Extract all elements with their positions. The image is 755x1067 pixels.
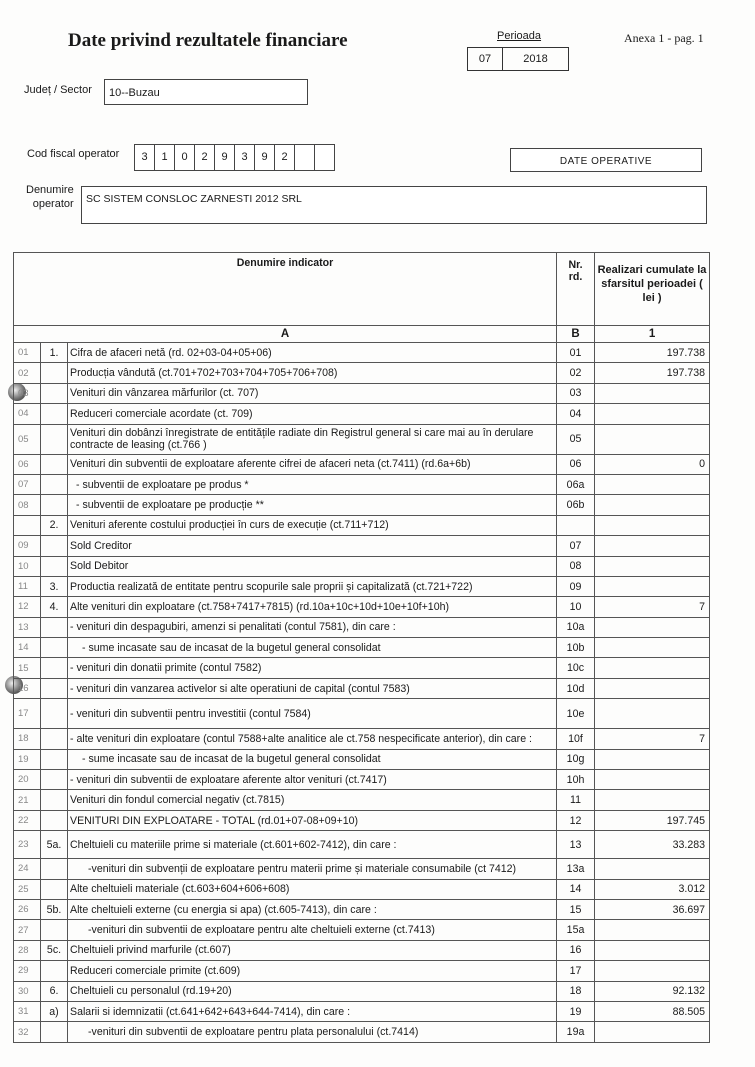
cumulative-value-cell[interactable] (595, 859, 710, 879)
row-index: 20 (14, 770, 41, 790)
table-row (14, 749, 710, 769)
table-row (14, 810, 710, 830)
table-row (14, 859, 710, 879)
row-index: 26 (14, 899, 41, 919)
row-chapter-number (41, 617, 68, 637)
indicator-name: - venituri din subventii de exploatare aferente altor venituri (ct.7417) (68, 770, 557, 790)
indicator-column-header: Denumire indicator (14, 253, 557, 326)
table-row (14, 790, 710, 810)
operator-name-label (26, 183, 74, 211)
tax-code-digit: 2 (275, 144, 295, 171)
row-number: 06a (557, 474, 595, 494)
cumulative-value-cell[interactable]: 197.738 (595, 363, 710, 383)
table-row (14, 343, 710, 363)
row-number: 05 (557, 424, 595, 454)
row-index: 16 (14, 678, 41, 698)
indicator-name: Venituri din fondul comercial negativ (ct.7815) (68, 790, 557, 810)
indicator-name: - subventii de exploatare pe produs * (68, 474, 557, 494)
row-number: 15a (557, 920, 595, 940)
cumulative-value-cell[interactable] (595, 1022, 710, 1042)
row-number: 11 (557, 790, 595, 810)
row-number-column-header: Nr. rd. (557, 253, 595, 326)
cumulative-value-cell[interactable] (595, 749, 710, 769)
row-number: 08 (557, 556, 595, 576)
table-row (14, 879, 710, 899)
row-index: 12 (14, 597, 41, 617)
period-year: 2018 (523, 53, 548, 65)
indicator-name: -venituri din subvenții de exploatare pentru materii prime și materiale consumabile (ct 7412) (68, 859, 557, 879)
table-row (14, 940, 710, 960)
tax-code-digit: 2 (195, 144, 215, 171)
column-letter-1: 1 (595, 326, 710, 343)
operator-name-label-line2: operator (32, 198, 74, 210)
row-number: 14 (557, 879, 595, 899)
table-row (14, 961, 710, 981)
table-row (14, 920, 710, 940)
cumulative-value-cell[interactable] (595, 617, 710, 637)
cumulative-value-cell[interactable]: 3.012 (595, 879, 710, 899)
row-index: 23 (14, 831, 41, 859)
row-chapter-number (41, 920, 68, 940)
operator-name-field: SC SISTEM CONSLOC ZARNESTI 2012 SRL (81, 186, 707, 224)
row-chapter-number (41, 678, 68, 698)
cumulative-value-cell[interactable] (595, 556, 710, 576)
period-label: Perioada (497, 30, 542, 42)
row-chapter-number (41, 810, 68, 830)
row-number: 15 (557, 899, 595, 919)
cumulative-value-cell[interactable] (595, 383, 710, 403)
row-number: 19 (557, 1001, 595, 1021)
row-index: 04 (14, 404, 41, 424)
table-row (14, 981, 710, 1001)
row-index: 02 (14, 363, 41, 383)
table-row (14, 770, 710, 790)
row-number: 06 (557, 454, 595, 474)
row-index: 21 (14, 790, 41, 810)
indicator-name: - venituri din donatii primite (contul 7582) (68, 658, 557, 678)
tax-code-digit (295, 144, 315, 171)
row-chapter-number (41, 454, 68, 474)
cumulative-value-cell[interactable] (595, 790, 710, 810)
table-row (14, 536, 710, 556)
column-letter-a: A (14, 326, 557, 343)
row-chapter-number: 5b. (41, 899, 68, 919)
table-row (14, 515, 710, 535)
indicator-name: Sold Debitor (68, 556, 557, 576)
row-number: 10f (557, 729, 595, 749)
row-number: 17 (557, 961, 595, 981)
table-row (14, 1022, 710, 1042)
row-chapter-number (41, 556, 68, 576)
indicator-name: Reduceri comerciale acordate (ct. 709) (68, 404, 557, 424)
row-index: 31 (14, 1001, 41, 1021)
tax-code-label: Cod fiscal operator (27, 148, 120, 160)
table-row (14, 729, 710, 749)
cumulative-value-cell[interactable] (595, 495, 710, 515)
row-chapter-number (41, 1022, 68, 1042)
table-row (14, 638, 710, 658)
row-number: 13 (557, 831, 595, 859)
indicator-name: Producția vândută (ct.701+702+703+704+705+706+708) (68, 363, 557, 383)
cumulative-value-cell[interactable] (595, 940, 710, 960)
row-index: 29 (14, 961, 41, 981)
cumulative-value-cell[interactable] (595, 474, 710, 494)
table-row (14, 404, 710, 424)
row-number: 10a (557, 617, 595, 637)
row-chapter-number: 3. (41, 576, 68, 596)
row-number: 06b (557, 495, 595, 515)
row-index: 14 (14, 638, 41, 658)
row-number: 10d (557, 678, 595, 698)
row-index (14, 515, 41, 535)
indicator-name: -venituri din subventii de exploatare pentru alte cheltuieli externe (ct.7413) (68, 920, 557, 940)
row-chapter-number (41, 859, 68, 879)
table-row (14, 495, 710, 515)
row-index: 15 (14, 658, 41, 678)
cumulative-value-cell[interactable] (595, 961, 710, 981)
annex-label: Anexa 1 - pag. 1 (624, 31, 704, 45)
row-index: 24 (14, 859, 41, 879)
cumulative-value-cell[interactable] (595, 536, 710, 556)
row-number: 10 (557, 597, 595, 617)
indicator-name: VENITURI DIN EXPLOATARE - TOTAL (rd.01+07-08+09+10) (68, 810, 557, 830)
indicator-name: Productia realizată de entitate pentru scopurile sale proprii și capitalizată (ct.721+722) (68, 576, 557, 596)
row-number: 18 (557, 981, 595, 1001)
row-index: 01 (14, 343, 41, 363)
indicator-name: Cheltuieli cu personalul (rd.19+20) (68, 981, 557, 1001)
row-chapter-number (41, 770, 68, 790)
cumulative-value-cell[interactable] (595, 658, 710, 678)
column-letter-b: B (557, 326, 595, 343)
indicator-name: Salarii si idemnizatii (ct.641+642+643+644-7414), din care : (68, 1001, 557, 1021)
table-row (14, 454, 710, 474)
table-row (14, 363, 710, 383)
row-number: 10c (557, 658, 595, 678)
row-index: 11 (14, 576, 41, 596)
cumulative-value-cell[interactable] (595, 424, 710, 454)
row-chapter-number (41, 729, 68, 749)
row-chapter-number (41, 383, 68, 403)
row-chapter-number (41, 495, 68, 515)
table-row (14, 1001, 710, 1021)
cumulative-value-cell[interactable]: 7 (595, 597, 710, 617)
row-index: 03 (14, 383, 41, 403)
row-index: 18 (14, 729, 41, 749)
row-chapter-number: a) (41, 1001, 68, 1021)
table-row (14, 678, 710, 698)
indicator-name: - subventii de exploatare pe producție ** (68, 495, 557, 515)
indicator-name: Venituri aferente costului producției în curs de execuție (ct.711+712) (68, 515, 557, 535)
cumulative-value-cell[interactable]: 197.745 (595, 810, 710, 830)
table-row (14, 658, 710, 678)
cumulative-value-cell[interactable] (595, 699, 710, 729)
indicator-name: Venituri din dobânzi înregistrate de entitățile radiate din Registrul general si care mai au în derulare contracte de leasing (ct.766 ) (68, 424, 557, 454)
tax-code-digit: 0 (175, 144, 195, 171)
indicator-name: Cheltuieli privind marfurile (ct.607) (68, 940, 557, 960)
row-number: 03 (557, 383, 595, 403)
row-number: 07 (557, 536, 595, 556)
county-field: 10--Buzau (104, 79, 308, 105)
operative-data-box: DATE OPERATIVE (510, 148, 702, 172)
table-row (14, 831, 710, 859)
row-chapter-number (41, 536, 68, 556)
tax-code-digit: 1 (155, 144, 175, 171)
tax-code-digit: 9 (255, 144, 275, 171)
tax-code-digit: 3 (235, 144, 255, 171)
cumulative-value-cell[interactable]: 197.738 (595, 343, 710, 363)
table-row (14, 699, 710, 729)
row-chapter-number: 6. (41, 981, 68, 1001)
indicator-name: -venituri din subventii de exploatare pentru plata personalului (ct.7414) (68, 1022, 557, 1042)
row-number: 01 (557, 343, 595, 363)
row-chapter-number (41, 638, 68, 658)
indicator-name: Cheltuieli cu materiile prime si materiale (ct.601+602-7412), din care : (68, 831, 557, 859)
row-chapter-number: 5a. (41, 831, 68, 859)
table-row (14, 556, 710, 576)
row-number: 10g (557, 749, 595, 769)
operator-name-label-line1: Denumire (26, 184, 74, 196)
indicator-name: Alte venituri din exploatare (ct.758+7417+7815) (rd.10a+10c+10d+10e+10f+10h) (68, 597, 557, 617)
row-number: 13a (557, 859, 595, 879)
row-chapter-number (41, 424, 68, 454)
row-index: 30 (14, 981, 41, 1001)
indicator-name: - venituri din despagubiri, amenzi si penalitati (contul 7581), din care : (68, 617, 557, 637)
indicator-name: Cifra de afaceri netă (rd. 02+03-04+05+06) (68, 343, 557, 363)
cumulative-value-cell[interactable]: 7 (595, 729, 710, 749)
table-row (14, 597, 710, 617)
row-index: 08 (14, 495, 41, 515)
row-chapter-number (41, 474, 68, 494)
cumulative-value-cell[interactable] (595, 404, 710, 424)
indicator-name: - sume incasate sau de incasat de la bugetul general consolidat (68, 638, 557, 658)
row-number: 02 (557, 363, 595, 383)
county-label: Județ / Sector (24, 84, 92, 96)
row-index: 22 (14, 810, 41, 830)
row-number: 16 (557, 940, 595, 960)
row-number: 10b (557, 638, 595, 658)
cumulative-value-cell[interactable]: 92.132 (595, 981, 710, 1001)
table-row (14, 576, 710, 596)
period-month: 07 (468, 48, 503, 70)
row-chapter-number: 1. (41, 343, 68, 363)
indicator-name: Venituri din vânzarea mărfurilor (ct. 707) (68, 383, 557, 403)
cumulative-value-cell[interactable]: 36.697 (595, 899, 710, 919)
table-row (14, 383, 710, 403)
row-number: 19a (557, 1022, 595, 1042)
tax-code-digit: 9 (215, 144, 235, 171)
period-field (467, 47, 569, 71)
indicator-name: - venituri din subventii pentru investitii (contul 7584) (68, 699, 557, 729)
indicator-name: Alte cheltuieli externe (cu energia si apa) (ct.605-7413), din care : (68, 899, 557, 919)
cumulative-value-cell[interactable] (595, 770, 710, 790)
row-number: 10h (557, 770, 595, 790)
row-index: 17 (14, 699, 41, 729)
indicator-name: - venituri din vanzarea activelor si alte operatiuni de capital (contul 7583) (68, 678, 557, 698)
row-index: 09 (14, 536, 41, 556)
row-number: 10e (557, 699, 595, 729)
row-number (557, 515, 595, 535)
row-chapter-number (41, 749, 68, 769)
indicator-name: Alte cheltuieli materiale (ct.603+604+606+608) (68, 879, 557, 899)
table-row (14, 474, 710, 494)
row-chapter-number (41, 404, 68, 424)
tax-code-digit (315, 144, 335, 171)
indicator-name: - sume incasate sau de incasat de la bugetul general consolidat (68, 749, 557, 769)
tax-code-field (134, 144, 335, 171)
cumulative-value-cell[interactable]: 33.283 (595, 831, 710, 859)
row-index: 07 (14, 474, 41, 494)
row-chapter-number (41, 699, 68, 729)
row-chapter-number (41, 790, 68, 810)
row-index: 06 (14, 454, 41, 474)
cumulative-value-cell[interactable] (595, 678, 710, 698)
row-index: 05 (14, 424, 41, 454)
row-number: 12 (557, 810, 595, 830)
row-index: 19 (14, 749, 41, 769)
tax-code-digit: 3 (134, 144, 155, 171)
page-title: Date privind rezultatele financiare (68, 30, 348, 51)
row-index: 32 (14, 1022, 41, 1042)
financial-table (13, 252, 709, 1043)
row-index: 13 (14, 617, 41, 637)
indicator-name: Venituri din subventii de exploatare aferente cifrei de afaceri neta (ct.7411) (rd.6a+6b) (68, 454, 557, 474)
cumulative-value-column-header: Realizari cumulate la sfarsitul perioadei ( lei ) (595, 253, 710, 326)
cumulative-value-cell[interactable] (595, 576, 710, 596)
row-index: 25 (14, 879, 41, 899)
cumulative-value-cell[interactable] (595, 638, 710, 658)
row-index: 28 (14, 940, 41, 960)
row-index: 10 (14, 556, 41, 576)
row-chapter-number (41, 363, 68, 383)
row-chapter-number (41, 658, 68, 678)
table-row (14, 424, 710, 454)
row-chapter-number: 2. (41, 515, 68, 535)
indicator-name: Sold Creditor (68, 536, 557, 556)
table-row (14, 617, 710, 637)
row-number: 04 (557, 404, 595, 424)
row-chapter-number: 5c. (41, 940, 68, 960)
cumulative-value-cell[interactable]: 0 (595, 454, 710, 474)
cumulative-value-cell[interactable] (595, 515, 710, 535)
cumulative-value-cell[interactable] (595, 920, 710, 940)
row-chapter-number (41, 961, 68, 981)
row-chapter-number: 4. (41, 597, 68, 617)
cumulative-value-cell[interactable]: 88.505 (595, 1001, 710, 1021)
indicator-name: - alte venituri din exploatare (contul 7588+alte analitice ale ct.758 nespecificate anterior), din care : (68, 729, 557, 749)
table-body (14, 343, 710, 1043)
indicator-name: Reduceri comerciale primite (ct.609) (68, 961, 557, 981)
row-index: 27 (14, 920, 41, 940)
row-number: 09 (557, 576, 595, 596)
table-row (14, 899, 710, 919)
row-chapter-number (41, 879, 68, 899)
